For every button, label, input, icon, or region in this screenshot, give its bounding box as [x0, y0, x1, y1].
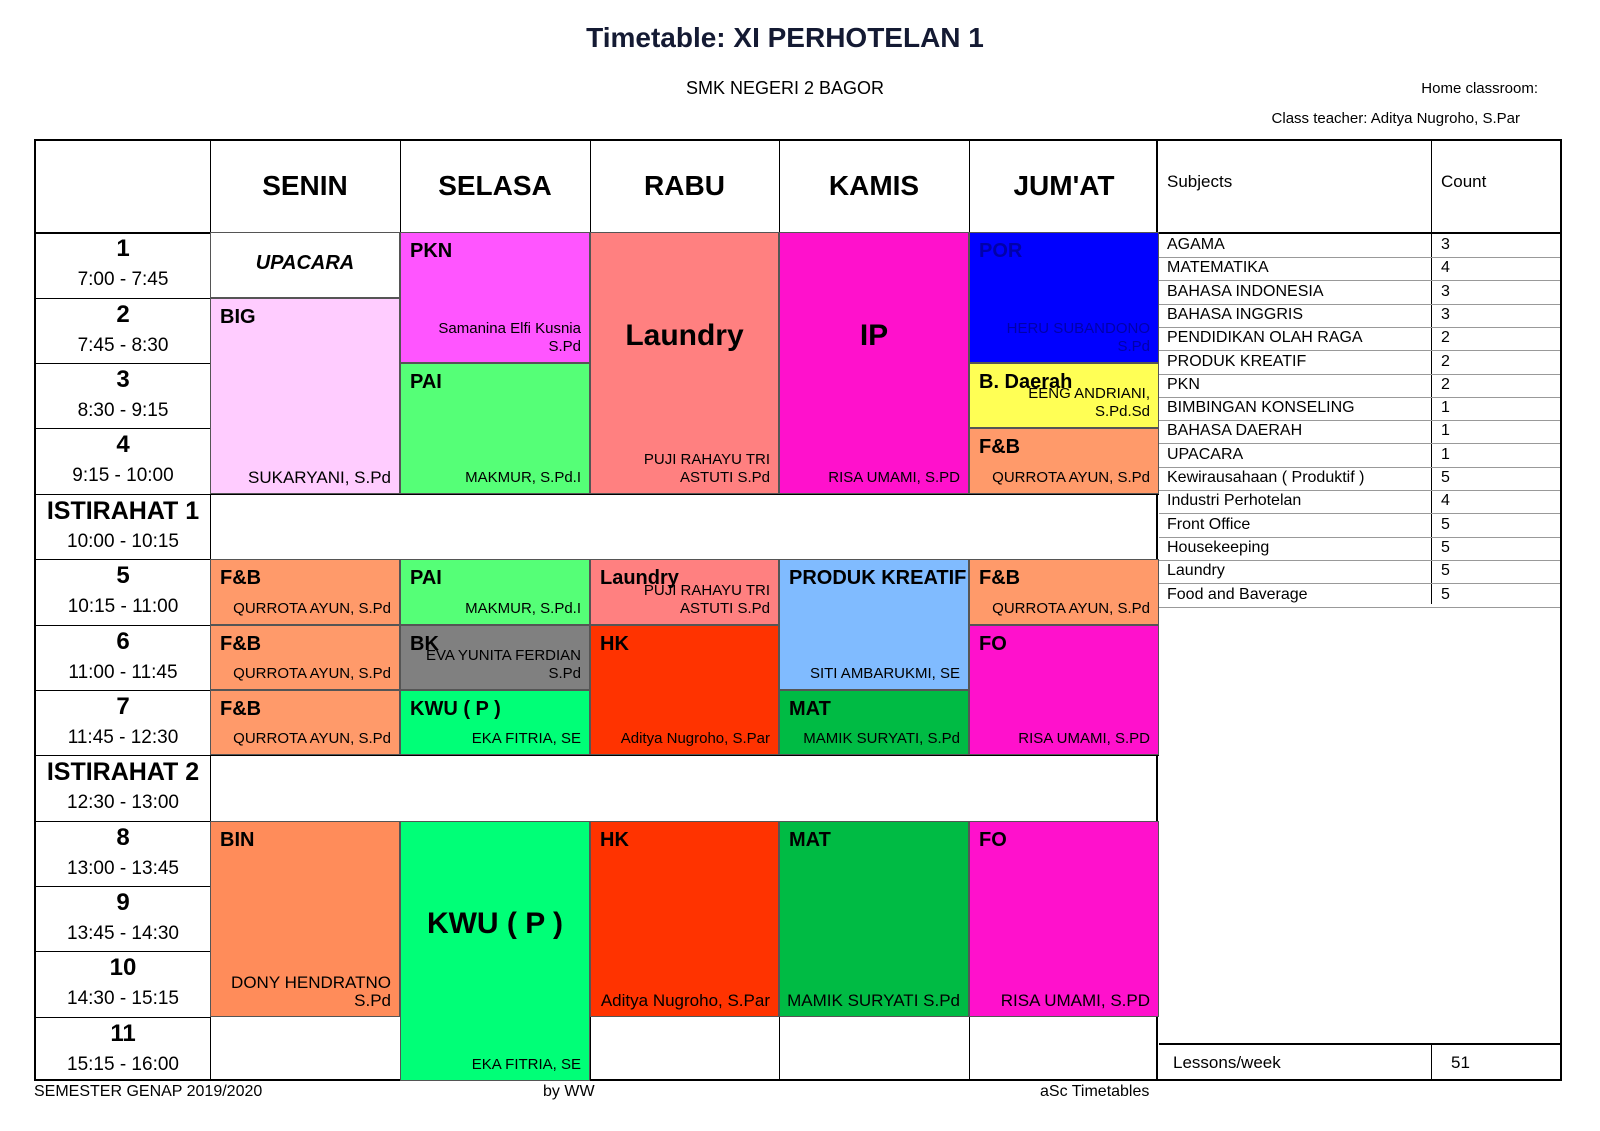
- period-time: 7:00 - 7:45: [77, 269, 169, 290]
- subject-name: PRODUK KREATIF: [1167, 352, 1307, 370]
- subject-row: [1159, 584, 1560, 608]
- subject-row: [1159, 257, 1560, 281]
- row-divider: [36, 886, 210, 887]
- lesson-subject: Laundry: [625, 319, 744, 352]
- subject-name: Industri Perhotelan: [1167, 492, 1302, 510]
- period-number: 11: [110, 1020, 136, 1047]
- subject-count: 4: [1441, 492, 1450, 510]
- lesson-cell[interactable]: [210, 559, 400, 625]
- lesson-cell[interactable]: [210, 821, 400, 1017]
- lesson-cell[interactable]: [400, 232, 590, 363]
- lesson-cell[interactable]: [210, 690, 400, 755]
- subject-name: Laundry: [1167, 562, 1225, 580]
- subject-count: 2: [1441, 375, 1450, 393]
- period-time: 9:15 - 10:00: [72, 465, 174, 486]
- subject-row: [1159, 374, 1560, 398]
- period-label: [36, 625, 210, 690]
- lesson-cell[interactable]: [400, 363, 590, 494]
- subject-name: Housekeeping: [1167, 538, 1270, 556]
- break-divider: [210, 755, 1159, 756]
- lesson-subject: FO: [979, 829, 1007, 851]
- lesson-teacher: Aditya Nugroho, S.Par: [600, 991, 770, 1010]
- period-label: [36, 821, 210, 886]
- lesson-teacher: MAKMUR, S.Pd.I: [465, 600, 581, 617]
- period-time: 13:45 - 14:30: [67, 923, 179, 944]
- subject-row: [1159, 281, 1560, 305]
- lesson-cell[interactable]: [210, 298, 400, 494]
- break-divider: [210, 494, 1159, 495]
- lesson-cell[interactable]: [779, 559, 969, 690]
- subject-name: MATEMATIKA: [1167, 259, 1269, 277]
- lesson-subject: MAT: [789, 698, 831, 720]
- day-header-0: SENIN: [262, 169, 348, 201]
- subject-count: 5: [1441, 469, 1450, 486]
- lesson-subject: IP: [859, 319, 889, 352]
- subject-row: [1159, 514, 1560, 538]
- lesson-subject: PAI: [410, 371, 442, 393]
- count-column-header: Count: [1441, 172, 1487, 191]
- period-label: [36, 298, 210, 363]
- period-number: 4: [116, 431, 130, 458]
- lesson-subject: BIG: [220, 306, 256, 328]
- lesson-teacher: HERU SUBANDONO S.Pd: [1006, 320, 1150, 355]
- lesson-cell[interactable]: [779, 690, 969, 755]
- lesson-teacher: QURROTA AYUN, S.Pd: [233, 665, 391, 682]
- row-divider: [36, 625, 210, 626]
- row-divider: [36, 755, 210, 756]
- lesson-subject: BK: [410, 633, 439, 655]
- lesson-cell[interactable]: [590, 821, 779, 1017]
- home-classroom: Home classroom:: [1421, 80, 1538, 97]
- subject-count: 3: [1441, 305, 1450, 323]
- lesson-subject: F&B: [220, 633, 262, 655]
- lesson-cell[interactable]: [779, 821, 969, 1017]
- lesson-subject: KWU ( P ): [426, 907, 564, 940]
- lesson-teacher: MAMIK SURYATI, S.Pd: [803, 730, 960, 747]
- lesson-cell[interactable]: [969, 232, 1159, 363]
- lesson-teacher: PUJI RAHAYU TRI ASTUTI S.Pd: [643, 582, 770, 617]
- period-time: 11:00 - 11:45: [68, 662, 178, 683]
- subject-name: Front Office: [1167, 515, 1251, 533]
- period-label: [36, 363, 210, 428]
- lesson-teacher: RISA UMAMI, S.PD: [1000, 991, 1150, 1010]
- lesson-subject: Laundry: [600, 567, 679, 589]
- footer-semester: SEMESTER GENAP 2019/2020: [34, 1083, 263, 1100]
- lesson-subject: HK: [600, 633, 629, 655]
- lesson-subject: F&B: [979, 436, 1021, 458]
- lesson-cell[interactable]: [210, 625, 400, 690]
- lesson-subject: MAT: [789, 829, 831, 851]
- lesson-teacher: PUJI RAHAYU TRI ASTUTI S.Pd: [643, 451, 770, 486]
- lesson-teacher: DONY HENDRATNO S.Pd: [231, 973, 391, 1010]
- lesson-teacher: SUKARYANI, S.Pd: [248, 468, 391, 487]
- lesson-subject: PAI: [410, 567, 442, 589]
- lesson-cell[interactable]: [969, 428, 1159, 494]
- subject-name: BIMBINGAN KONSELING: [1167, 399, 1355, 417]
- lesson-subject: BIN: [220, 829, 255, 851]
- subject-name: AGAMA: [1167, 236, 1225, 253]
- subject-row: [1159, 304, 1560, 328]
- subject-count: 1: [1441, 422, 1450, 440]
- period-time: 11:45 - 12:30: [67, 727, 179, 748]
- row-divider: [36, 1017, 210, 1018]
- period-number: 10: [109, 954, 137, 981]
- period-label: [36, 232, 210, 298]
- lesson-cell[interactable]: [969, 821, 1159, 1017]
- subject-count: 1: [1441, 399, 1450, 417]
- subject-name: BAHASA DAERAH: [1167, 422, 1303, 440]
- page-title: Timetable: XI PERHOTELAN 1: [586, 22, 984, 53]
- lesson-teacher: EKA FITRIA, SE: [471, 730, 581, 747]
- subject-count: 2: [1441, 329, 1450, 347]
- lesson-teacher: EVA YUNITA FERDIAN S.Pd: [425, 647, 581, 682]
- break-label: [36, 755, 210, 821]
- lesson-subject: F&B: [220, 567, 262, 589]
- subject-row: [1159, 490, 1560, 514]
- subject-count: 2: [1441, 352, 1450, 370]
- lesson-subject: F&B: [979, 567, 1021, 589]
- lesson-teacher: MAKMUR, S.Pd.I: [465, 469, 581, 486]
- subject-count: 5: [1441, 585, 1450, 603]
- day-header-1: SELASA: [438, 169, 552, 201]
- subject-row: [1159, 467, 1560, 491]
- period-number: 1: [116, 235, 130, 262]
- lesson-teacher: MAMIK SURYATI S.Pd: [787, 991, 960, 1010]
- period-time: 13:00 - 13:45: [67, 858, 179, 879]
- subjects-column-header: Subjects: [1167, 172, 1233, 191]
- row-divider: [36, 821, 210, 822]
- lesson-teacher: QURROTA AYUN, S.Pd: [233, 600, 391, 617]
- column-divider: [969, 139, 970, 232]
- row-divider: [36, 363, 210, 364]
- subject-row: [1159, 420, 1560, 444]
- lesson-teacher: QURROTA AYUN, S.Pd: [992, 469, 1150, 486]
- period-time: 10:15 - 11:00: [67, 596, 179, 617]
- lesson-subject: UPACARA: [255, 252, 355, 274]
- lesson-subject: FO: [979, 633, 1007, 655]
- row-divider: [36, 690, 210, 691]
- period-time: 12:30 - 13:00: [67, 792, 179, 813]
- school-name: SMK NEGERI 2 BAGOR: [685, 78, 885, 98]
- lesson-teacher: RISA UMAMI, S.PD: [828, 469, 960, 486]
- lesson-cell[interactable]: [400, 559, 590, 625]
- period-label: [36, 1017, 210, 1081]
- column-divider: [779, 1017, 780, 1081]
- subject-count: 3: [1441, 236, 1450, 253]
- lesson-cell[interactable]: [210, 232, 400, 298]
- subject-count: 5: [1441, 562, 1450, 580]
- period-number: 2: [116, 301, 130, 328]
- period-label: [36, 886, 210, 951]
- lesson-cell[interactable]: [779, 232, 969, 494]
- lesson-teacher: QURROTA AYUN, S.Pd: [233, 730, 391, 747]
- subject-row: [1159, 234, 1560, 258]
- subject-name: PKN: [1167, 375, 1200, 393]
- column-divider: [969, 1017, 970, 1081]
- subject-row: [1159, 560, 1560, 584]
- subject-row: [1159, 397, 1560, 421]
- lesson-cell[interactable]: [590, 559, 779, 625]
- period-time: 7:45 - 8:30: [77, 335, 169, 356]
- period-number: ISTIRAHAT 2: [46, 758, 200, 786]
- lesson-cell[interactable]: [400, 625, 590, 690]
- row-divider: [36, 298, 210, 299]
- column-divider: [400, 139, 401, 232]
- period-number: 8: [116, 824, 130, 851]
- period-label: [36, 690, 210, 755]
- break-label: [36, 494, 210, 559]
- lesson-subject: HK: [600, 829, 629, 851]
- subject-name: BAHASA INDONESIA: [1167, 282, 1324, 300]
- column-divider: [779, 139, 780, 232]
- lessons-week-divider: [1159, 1043, 1562, 1045]
- subject-count: 5: [1441, 515, 1450, 533]
- period-label: [36, 428, 210, 494]
- subject-name: Food and Baverage: [1167, 585, 1308, 603]
- subject-count: 4: [1441, 259, 1450, 277]
- lessons-week-value: 51: [1451, 1053, 1470, 1072]
- subject-name: Kewirausahaan ( Produktif ): [1167, 469, 1365, 486]
- period-time: 15:15 - 16:00: [67, 1054, 179, 1075]
- subject-row: [1159, 537, 1560, 561]
- lesson-subject: F&B: [220, 698, 262, 720]
- lesson-cell[interactable]: [400, 821, 590, 1081]
- lesson-subject: POR: [979, 240, 1023, 262]
- day-header-3: KAMIS: [828, 169, 920, 201]
- subject-row: [1159, 327, 1560, 351]
- lesson-teacher: EENG ANDRIANI, S.Pd.Sd: [1028, 385, 1150, 420]
- lesson-teacher: SITI AMBARUKMI, SE: [809, 665, 960, 682]
- period-time: 14:30 - 15:15: [67, 988, 179, 1009]
- subject-name: BAHASA INGGRIS: [1167, 305, 1304, 323]
- subject-name: PENDIDIKAN OLAH RAGA: [1167, 329, 1363, 347]
- lesson-subject: KWU ( P ): [410, 698, 501, 720]
- lesson-cell[interactable]: [969, 559, 1159, 625]
- period-number: 9: [116, 889, 130, 916]
- row-divider: [36, 951, 210, 952]
- period-time: 10:00 - 10:15: [67, 531, 179, 552]
- lesson-teacher: RISA UMAMI, S.PD: [1018, 730, 1150, 747]
- row-divider: [36, 559, 210, 560]
- row-divider: [36, 428, 210, 429]
- lesson-teacher: EKA FITRIA, SE: [471, 1056, 581, 1073]
- lesson-cell[interactable]: [400, 690, 590, 755]
- subject-row: [1159, 444, 1560, 468]
- column-divider: [590, 139, 591, 232]
- subject-count: 5: [1441, 538, 1450, 556]
- period-number: 3: [116, 366, 130, 393]
- lessons-week-col-divider: [1431, 1043, 1432, 1081]
- period-number: 5: [116, 562, 130, 589]
- subject-row: [1159, 351, 1560, 375]
- lessons-week-label: Lessons/week: [1173, 1053, 1281, 1072]
- period-number: ISTIRAHAT 1: [46, 497, 200, 525]
- lesson-subject: PKN: [410, 240, 453, 262]
- lesson-teacher: Samanina Elfi Kusnia S.Pd: [438, 320, 581, 355]
- period-label: [36, 951, 210, 1017]
- period-time: 8:30 - 9:15: [77, 400, 169, 421]
- lesson-cell[interactable]: [969, 625, 1159, 755]
- lesson-subject: PRODUK KREATIF: [789, 567, 967, 589]
- lesson-subject: B. Daerah: [979, 371, 1073, 393]
- row-divider: [36, 494, 210, 495]
- subject-count: 3: [1441, 282, 1450, 300]
- lesson-teacher: QURROTA AYUN, S.Pd: [992, 600, 1150, 617]
- period-label: [36, 559, 210, 625]
- footer-software: aSc Timetables: [1040, 1083, 1150, 1100]
- column-divider: [590, 1017, 591, 1081]
- footer-author: by WW: [543, 1083, 595, 1100]
- period-number: 6: [116, 628, 130, 655]
- day-header-2: RABU: [644, 169, 725, 201]
- period-number: 7: [116, 693, 130, 720]
- lesson-cell[interactable]: [969, 363, 1159, 428]
- lesson-teacher: Aditya Nugroho, S.Par: [620, 730, 770, 747]
- lesson-cell[interactable]: [590, 232, 779, 494]
- lesson-cell[interactable]: [590, 625, 779, 755]
- class-teacher: Class teacher: Aditya Nugroho, S.Par: [1271, 110, 1520, 127]
- subject-count: 1: [1441, 445, 1450, 463]
- subject-name: UPACARA: [1167, 445, 1244, 463]
- day-header-4: JUM'AT: [1013, 169, 1115, 201]
